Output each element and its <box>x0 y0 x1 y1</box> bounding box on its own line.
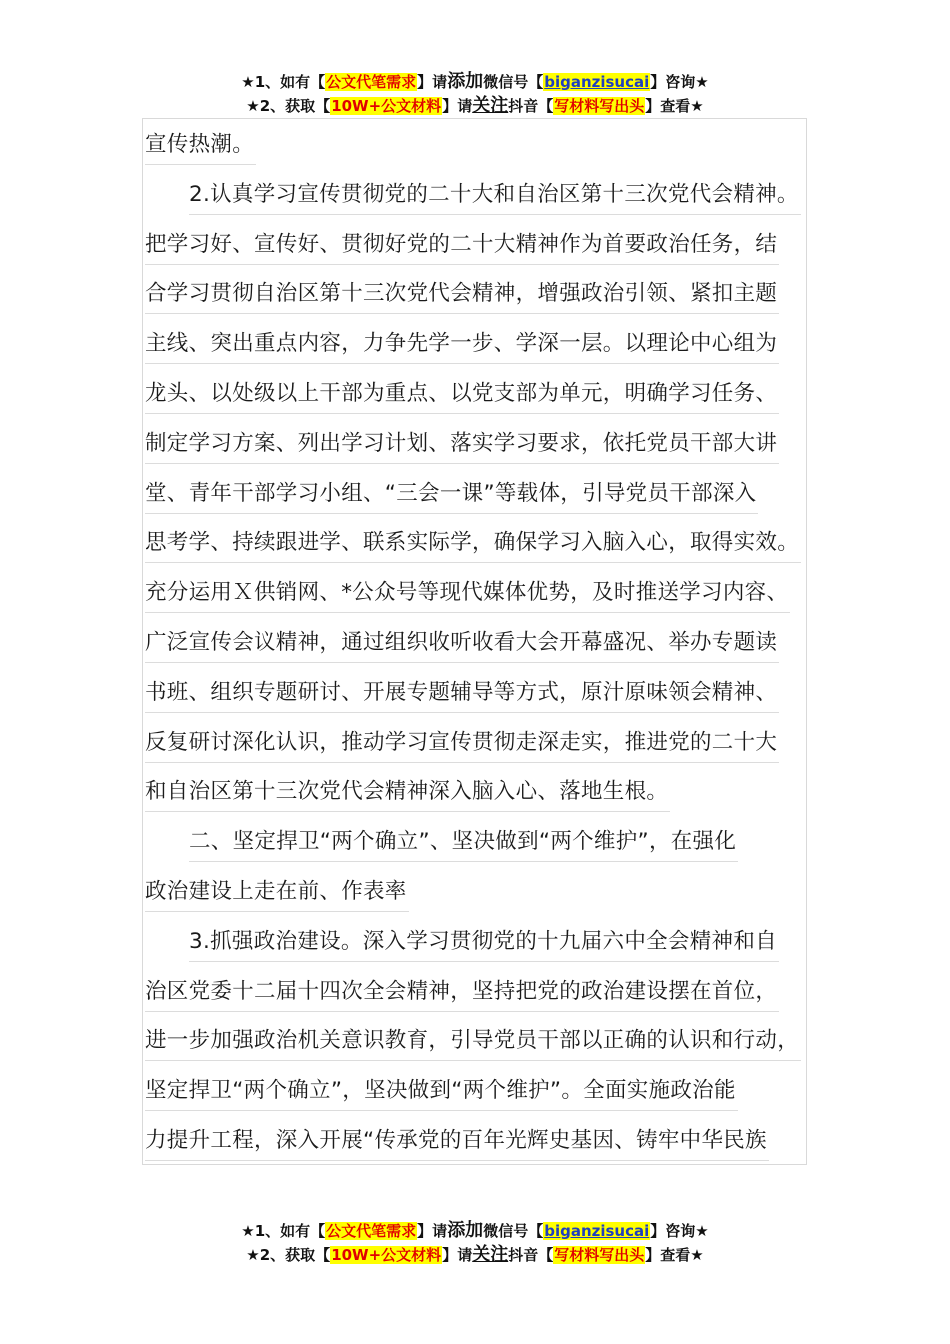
line-text: 广泛宣传会议精神，通过组织收听收看大会开幕盛况、举办专题读 <box>145 624 779 663</box>
line-text: 治区党委十二届十四次全会精神，坚持把党的政治建设摆在首位， <box>145 973 779 1012</box>
banner-line-2 <box>0 94 950 118</box>
banner-text: ★2、获取【 <box>246 97 331 115</box>
banner-text: 】咨询★ <box>650 73 709 91</box>
banner-text: 】请 <box>442 1246 473 1264</box>
banner-text: 抖音【 <box>508 1246 554 1264</box>
text-line <box>145 319 845 369</box>
text-line <box>145 469 845 519</box>
text-line <box>145 568 845 618</box>
banner-line-1 <box>0 1219 950 1243</box>
banner-emphasis: 关注 <box>472 1244 509 1265</box>
banner-emphasis: 关注 <box>472 95 509 116</box>
line-text: 把学习好、宣传好、贯彻好党的二十大精神作为首要政治任务，结 <box>145 226 779 265</box>
line-text: 3.抓强政治建设。深入学习贯彻党的十九届六中全会精神和自 <box>189 923 779 962</box>
text-line <box>145 967 845 1017</box>
line-text: 书班、组织专题研讨、开展专题辅导等方式，原汁原味领会精神、 <box>145 674 779 713</box>
line-text: 和自治区第十三次党代会精神深入脑入心、落地生根。 <box>145 773 670 812</box>
text-line <box>145 917 845 967</box>
text-line <box>145 220 845 270</box>
text-line <box>145 1016 845 1066</box>
bottom-banner <box>0 1219 950 1267</box>
line-text: 宣传热潮。 <box>145 126 256 165</box>
banner-text: 】咨询★ <box>650 1222 709 1240</box>
banner-douyin-account: 写材料写出头 <box>554 1246 645 1264</box>
banner-text: ★2、获取【 <box>246 1246 331 1264</box>
banner-text: 】请 <box>417 1222 448 1240</box>
banner-text: ★1、如有【 <box>241 1222 326 1240</box>
section-heading-line <box>145 817 845 867</box>
text-line <box>145 767 845 817</box>
line-text: 二、坚定捍卫“两个确立”、坚决做到“两个维护”，在强化 <box>189 823 738 862</box>
banner-text: 微信号【 <box>483 73 544 91</box>
banner-highlight-materials: 10W+公文材料 <box>331 1246 442 1264</box>
document-body <box>145 120 845 1166</box>
line-text: 反复研讨深化认识，推动学习宣传贯彻走深走实，推进党的二十大 <box>145 724 779 763</box>
banner-text: 微信号【 <box>483 1222 544 1240</box>
text-line <box>145 1116 845 1166</box>
banner-line-1 <box>0 70 950 94</box>
line-text: 力提升工程，深入开展“传承党的百年光辉史基因、铸牢中华民族 <box>145 1122 769 1161</box>
text-line <box>145 170 845 220</box>
line-text: 充分运用Ｘ供销网、*公众号等现代媒体优势，及时推送学习内容、 <box>145 574 790 613</box>
line-text: 堂、青年干部学习小组、“三会一课”等载体，引导党员干部深入 <box>145 475 758 514</box>
text-line <box>145 718 845 768</box>
banner-emphasis: 添加 <box>447 1220 484 1241</box>
banner-text: 】查看★ <box>645 1246 704 1264</box>
line-text: 坚定捍卫“两个确立”，坚决做到“两个维护”。全面实施政治能 <box>145 1072 738 1111</box>
banner-emphasis: 添加 <box>447 71 484 92</box>
banner-text: ★1、如有【 <box>241 73 326 91</box>
line-text: 思考学、持续跟进学、联系实际学，确保学习入脑入心，取得实效。 <box>145 524 801 563</box>
text-line <box>145 618 845 668</box>
banner-douyin-account: 写材料写出头 <box>554 97 645 115</box>
banner-wechat-id: biganzisucai <box>544 73 650 91</box>
line-text: 进一步加强政治机关意识教育，引导党员干部以正确的认识和行动， <box>145 1022 801 1061</box>
line-text: 制定学习方案、列出学习计划、落实学习要求，依托党员干部大讲 <box>145 425 779 464</box>
text-line <box>145 269 845 319</box>
banner-text: 】请 <box>442 97 473 115</box>
banner-text: 抖音【 <box>508 97 554 115</box>
top-banner <box>0 70 950 118</box>
banner-highlight-materials: 10W+公文材料 <box>331 97 442 115</box>
line-text: 主线、突出重点内容，力争先学一步、学深一层。以理论中心组为 <box>145 325 779 364</box>
line-text: 政治建设上走在前、作表率 <box>145 873 409 912</box>
banner-wechat-id: biganzisucai <box>544 1222 650 1240</box>
text-line <box>145 668 845 718</box>
banner-line-2 <box>0 1243 950 1267</box>
line-text: 龙头、以处级以上干部为重点、以党支部为单元，明确学习任务、 <box>145 375 779 414</box>
line-text: 合学习贯彻自治区第十三次党代会精神，增强政治引领、紧扣主题 <box>145 275 779 314</box>
text-line <box>145 120 845 170</box>
section-heading-line <box>145 867 845 917</box>
banner-highlight-service: 公文代笔需求 <box>326 1222 417 1240</box>
banner-text: 】请 <box>417 73 448 91</box>
text-line <box>145 369 845 419</box>
text-line <box>145 419 845 469</box>
banner-highlight-service: 公文代笔需求 <box>326 73 417 91</box>
banner-text: 】查看★ <box>645 97 704 115</box>
line-text: 2.认真学习宣传贯彻党的二十大和自治区第十三次党代会精神。 <box>189 176 801 215</box>
text-line <box>145 1066 845 1116</box>
text-line <box>145 518 845 568</box>
